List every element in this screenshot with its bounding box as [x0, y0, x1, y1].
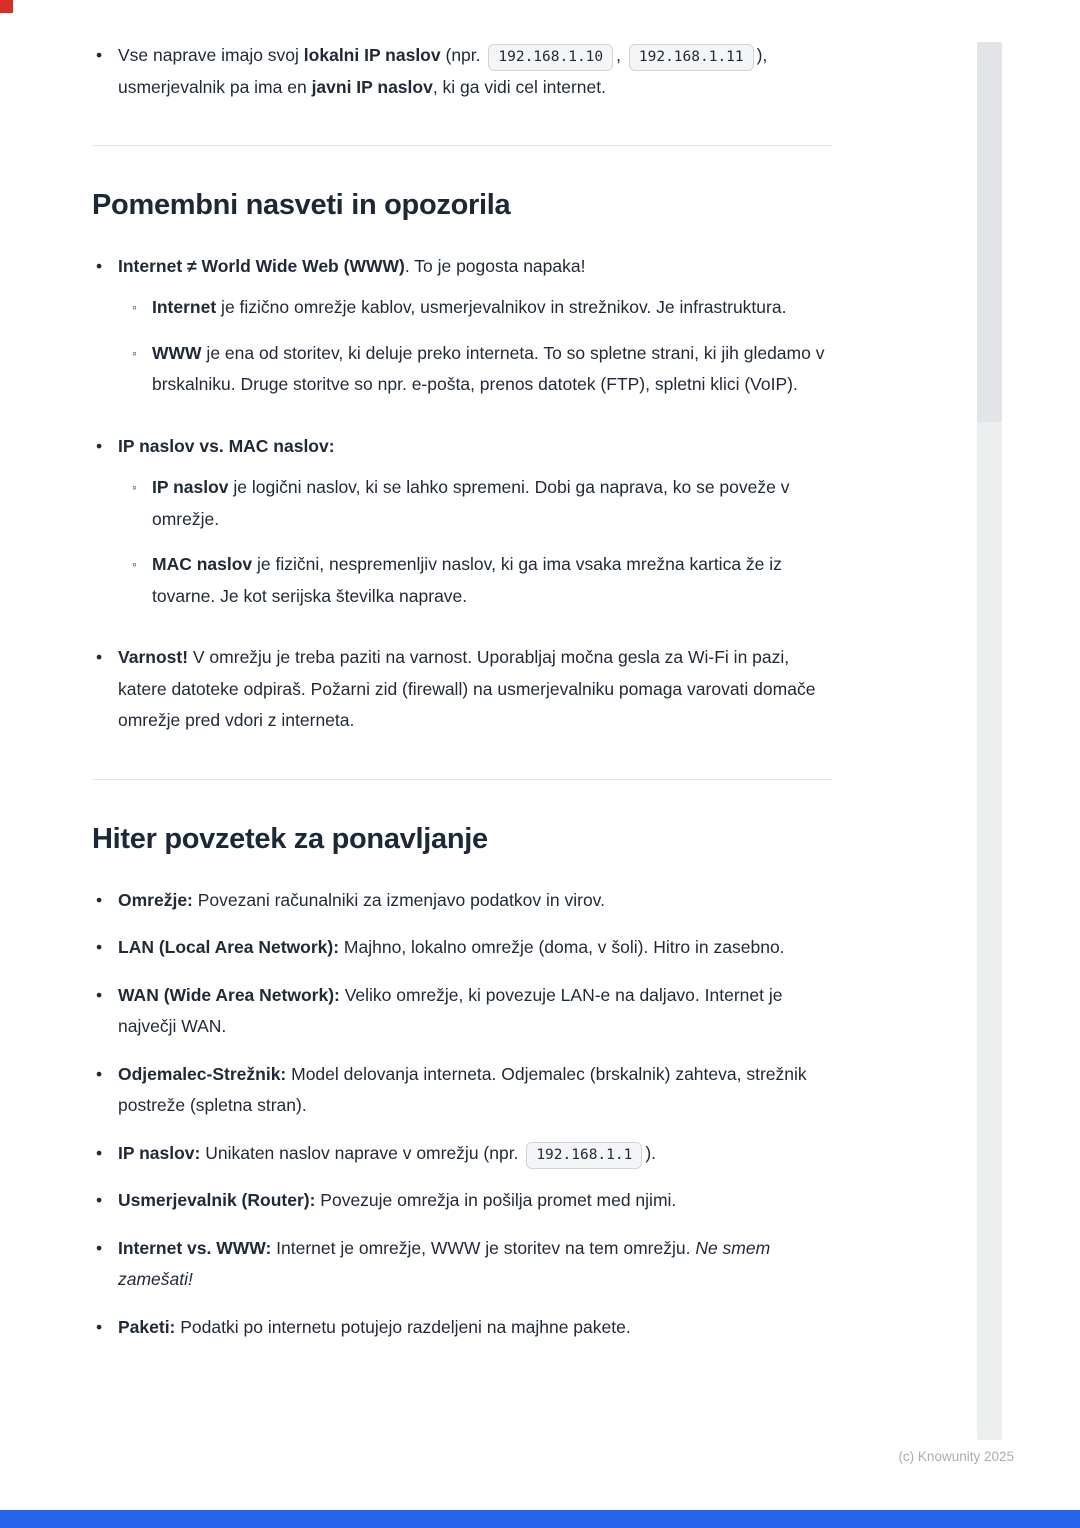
list-item-text [118, 642, 832, 737]
bold-text: IP naslov [152, 477, 229, 498]
list-item-text [118, 251, 832, 415]
sub-bullet-marker: ◦ [132, 344, 137, 361]
sub-bullet-marker: ◦ [132, 479, 137, 496]
list-item-text [118, 1185, 832, 1217]
text-segment: ). [645, 1142, 657, 1163]
list-item-text [152, 338, 832, 401]
bottom-accent-bar [0, 1510, 1080, 1528]
text-segment: V omrežju je treba paziti na varnost. Uporabljaj močna gesla za Wi-Fi in pazi, katere datoteke odpiraš. Požarni zid (firewall) na usmerjevalniku pomaga varovati domače omrežje pred vdori z interneta. [118, 647, 816, 731]
bold-text: WWW [152, 342, 202, 363]
text-segment: Povezuje omrežja in pošilja promet med njimi. [315, 1190, 677, 1211]
list-item [92, 1138, 832, 1170]
list-item [92, 885, 832, 917]
scrollbar-track[interactable] [977, 42, 1002, 1440]
bullet-marker: • [96, 1190, 103, 1211]
list-item [128, 292, 832, 324]
list-item-text [118, 1312, 832, 1344]
bold-text: Usmerjevalnik (Router): [118, 1190, 316, 1211]
bold-text: Internet ≠ World Wide Web (WWW) [118, 255, 405, 276]
section-divider [92, 145, 832, 146]
list-item [92, 1233, 832, 1296]
text-segment: Internet je omrežje, WWW je storitev na tem omrežju. [271, 1237, 696, 1258]
section-heading: Pomembni nasveti in opozorila [92, 189, 511, 221]
list-item-text [118, 1233, 832, 1296]
sub-bullet-marker: ◦ [132, 556, 137, 573]
list-item [128, 472, 832, 535]
text-segment: ), usmerjevalnik pa ima en [118, 45, 768, 97]
bullet-list [92, 251, 832, 737]
section-heading: Hiter povzetek za ponavljanje [92, 822, 488, 855]
text-segment: je fizični, nespremenljiv naslov, ki ga ima vsaka mrežna kartica že iz tovarne. Je kot serijska številka naprave. [152, 554, 782, 606]
text-segment: Model delovanja interneta. Odjemalec (brskalnik) zahteva, strežnik postreže (spletna stran). [118, 1063, 807, 1116]
bullet-marker: • [96, 984, 103, 1005]
sub-bullet-list [128, 472, 832, 612]
bullet-marker: • [96, 435, 103, 456]
sub-bullet-marker: ◦ [132, 299, 137, 316]
bold-text: Omrežje: [118, 889, 193, 910]
bold-text: Internet [152, 297, 217, 318]
list-item-text [118, 932, 832, 964]
bullet-marker: • [96, 45, 103, 65]
bullet-marker: • [96, 889, 103, 910]
list-item-text [118, 1059, 832, 1122]
text-segment: . To je pogosta napaka! [404, 255, 586, 276]
bold-text: Internet vs. WWW: [118, 1237, 272, 1258]
bold-text: lokalni IP naslov [303, 45, 441, 65]
bullet-marker: • [96, 1237, 103, 1258]
bullet-marker: • [96, 647, 103, 668]
list-item-text [118, 431, 832, 627]
section-divider [92, 779, 832, 780]
list-item [92, 980, 832, 1043]
list-item [92, 1059, 832, 1122]
text-segment: Vse naprave imajo svoj [118, 45, 304, 65]
bold-text: LAN (Local Area Network): [118, 937, 340, 958]
text-segment: Povezani računalniki za izmenjavo podatkov in virov. [192, 889, 605, 910]
bullet-marker: • [96, 1142, 103, 1163]
text-segment: Veliko omrežje, ki povezuje LAN-e na daljavo. Internet je največji WAN. [118, 984, 783, 1037]
list-item-text [118, 1138, 832, 1170]
list-item [92, 251, 832, 415]
copyright-notice: (c) Knowunity 2025 [898, 1449, 1014, 1464]
text-segment: (npr. [440, 45, 486, 65]
text-segment: , [616, 45, 626, 65]
text-segment: Unikaten naslov naprave v omrežju (npr. [200, 1142, 524, 1163]
inline-code-chip: 192.168.1.10 [488, 44, 613, 71]
list-item-text [152, 472, 832, 535]
text-segment: je logični naslov, ki se lahko spremeni. Dobi ga naprava, ko se poveže v omrežje. [152, 477, 790, 529]
italic-text: Ne smem zamešati! [118, 1237, 771, 1290]
list-item [92, 40, 832, 103]
bold-text: Paketi: [118, 1316, 176, 1337]
bullet-list [92, 40, 832, 103]
text-segment: , ki ga vidi cel internet. [432, 76, 606, 97]
list-item [92, 431, 832, 627]
bullet-marker: • [96, 1316, 103, 1337]
page-corner-marker [0, 0, 13, 13]
list-item-text [152, 549, 832, 612]
text-segment: Majhno, lokalno omrežje (doma, v šoli). Hitro in zasebno. [339, 937, 785, 958]
bold-text: IP naslov vs. MAC naslov: [118, 435, 335, 456]
inline-code-chip: 192.168.1.11 [629, 44, 754, 71]
list-item [92, 932, 832, 964]
list-item-text [152, 292, 832, 324]
text-segment: Podatki po internetu potujejo razdeljeni na majhne pakete. [175, 1316, 631, 1337]
list-item [92, 642, 832, 737]
text-segment: je ena od storitev, ki deluje preko interneta. To so spletne strani, ki jih gledamo v brskalniku. Druge storitve so npr. e-pošta, prenos datotek (FTP), spletni klici (VoIP). [152, 342, 825, 395]
list-item [92, 1312, 832, 1344]
bold-text: MAC naslov [152, 554, 253, 575]
list-item [128, 338, 832, 401]
bold-text: javni IP naslov [311, 76, 433, 97]
sub-bullet-list [128, 292, 832, 401]
list-item [92, 1185, 832, 1217]
bullet-marker: • [96, 255, 103, 276]
bold-text: WAN (Wide Area Network): [118, 984, 340, 1005]
list-item-text [118, 885, 832, 917]
bullet-list [92, 885, 832, 1344]
bullet-marker: • [96, 937, 103, 958]
list-item-text [118, 40, 832, 103]
bold-text: IP naslov: [118, 1142, 201, 1163]
list-item [128, 549, 832, 612]
list-item-text [118, 980, 832, 1043]
document-content [92, 40, 832, 1359]
inline-code-chip: 192.168.1.1 [526, 1142, 642, 1169]
bold-text: Varnost! [118, 647, 189, 668]
bold-text: Odjemalec-Strežnik: [118, 1063, 287, 1084]
scrollbar-thumb[interactable] [977, 42, 1002, 422]
text-segment: je fizično omrežje kablov, usmerjevalnikov in strežnikov. Je infrastruktura. [216, 297, 787, 318]
bullet-marker: • [96, 1063, 103, 1084]
